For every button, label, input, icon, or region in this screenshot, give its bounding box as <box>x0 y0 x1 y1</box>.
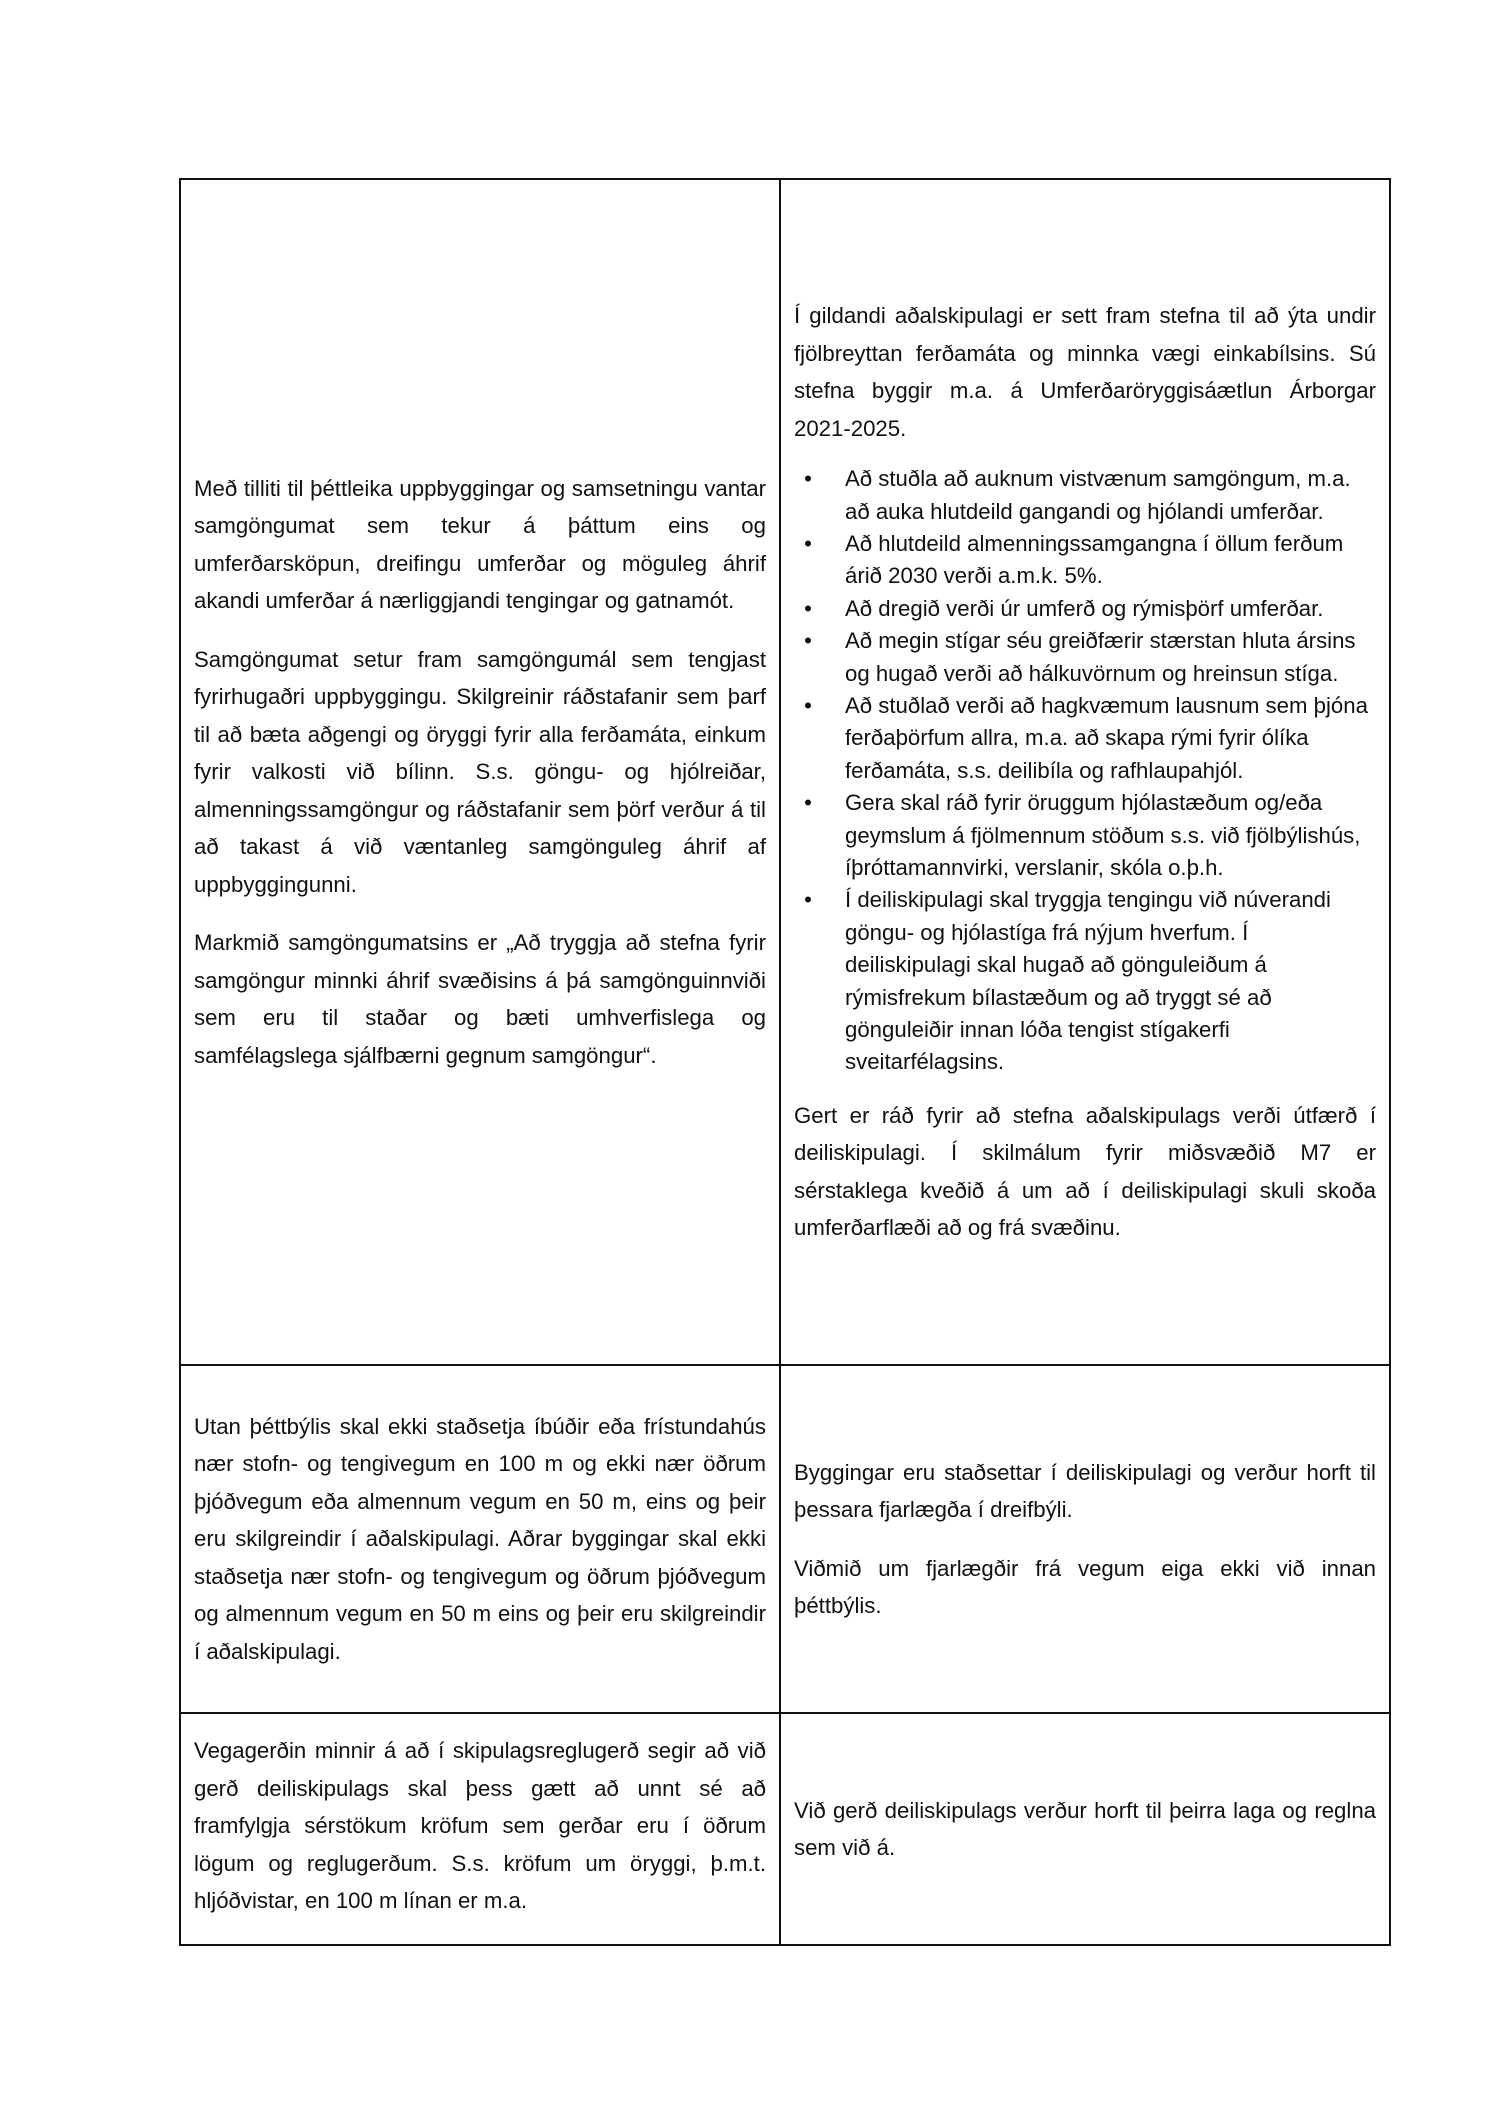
list-item-text: Að stuðlað verði að hagkvæmum lausnum sem þjóna ferðaþörfum allra, m.a. að skapa rými fyrir ólíka ferðamáta, s.s. deilibíla og rafhlaupahjól. <box>845 692 1368 783</box>
list-item <box>794 463 1376 528</box>
list-item-text: Að dregið verði úr umferð og rýmisþörf umferðar. <box>845 595 1324 621</box>
paragraph: Markmið samgöngumatsins er „Að tryggja að stefna fyrir samgöngur minnki áhrif svæðisins á þá samgönguinnviði sem eru til staðar og bæti umhverfislega og samfélagslega sjálfbærni gegnum samgöngur“. <box>194 930 766 1068</box>
bullet-list <box>794 463 1376 1079</box>
list-item-text: Að megin stígar séu greiðfærir stærstan hluta ársins og hugað verði að hálkuvörnum og hreinsun stíga. <box>845 628 1356 686</box>
table-row <box>180 1713 1390 1945</box>
table-cell-comment <box>180 179 780 1365</box>
paragraph: Utan þéttbýlis skal ekki staðsetja íbúðir eða frístundahús nær stofn- og tengivegum en 100 m og ekki nær öðrum þjóðvegum eða almennum vegum en 50 m, eins og þeir eru skilgreindir í aðalskipulagi. Aðrar byggingar skal ekki staðsetja nær stofn- og tengivegum og öðrum þjóðvegum og almennum vegum en 50 m eins og þeir eru skilgreindir í aðalskipulagi. <box>194 1413 766 1664</box>
list-item-text: Að hlutdeild almenningssamgangna í öllum ferðum árið 2030 verði a.m.k. 5%. <box>845 530 1344 589</box>
table-cell-response <box>780 1713 1390 1945</box>
bullet-icon: • <box>804 466 812 492</box>
table-row <box>180 179 1390 1365</box>
paragraph: Við gerð deiliskipulags verður horft til þeirra laga og reglna sem við á. <box>794 1797 1376 1860</box>
list-item-text: Að stuðla að auknum vistvænum samgöngum, m.a. að auka hlutdeild gangandi og hjólandi umferðar. <box>845 466 1351 524</box>
paragraph: Byggingar eru staðsettar í deiliskipulagi og verður horft til þessara fjarlægða í dreifbýli. <box>794 1459 1376 1522</box>
paragraph: Með tilliti til þéttleika uppbyggingar og samsetningu vantar samgöngumat sem tekur á þáttum eins og umferðarsköpun, dreifingu umferðar og möguleg áhrif akandi umferðar á nærliggjandi tengingar og gatnamót. <box>194 475 766 614</box>
bullet-icon: • <box>804 790 812 816</box>
bullet-icon: • <box>804 595 812 621</box>
bullet-icon: • <box>804 530 812 556</box>
table-cell-response <box>780 1365 1390 1713</box>
bullet-icon: • <box>804 628 812 654</box>
bullet-icon: • <box>804 692 812 718</box>
bullet-icon: • <box>804 887 812 913</box>
table-cell-comment <box>180 1713 780 1945</box>
list-item <box>794 625 1376 690</box>
list-item <box>794 690 1376 787</box>
paragraph: Viðmið um fjarlægðir frá vegum eiga ekki við innan þéttbýlis. <box>794 1555 1376 1618</box>
list-item <box>794 593 1376 625</box>
paragraph: Í gildandi aðalskipulagi er sett fram stefna til að ýta undir fjölbreyttan ferðamáta og minnka vægi einkabílsins. Sú stefna byggir m.a. á Umferðaröryggisáætlun Árborgar 2021-2025. <box>794 303 1376 441</box>
paragraph: Vegagerðin minnir á að í skipulagsreglugerð segir að við gerð deiliskipulags skal þess gætt að unnt sé að framfylgja sérstökum kröfum sem gerðar eru í öðrum lögum og reglugerðum. S.s. kröfum um öryggi, þ.m.t. hljóðvistar, en 100 m línan er m.a. <box>194 1738 766 1913</box>
table-cell-response <box>780 179 1390 1365</box>
table-cell-comment <box>180 1365 780 1713</box>
list-item <box>794 884 1376 1078</box>
list-item <box>794 528 1376 593</box>
paragraph: Samgöngumat setur fram samgöngumál sem tengjast fyrirhugaðri uppbyggingu. Skilgreinir ráðstafanir sem þarf til að bæta aðgengi og öryggi fyrir alla ferðamáta, einkum fyrir valkosti við bílinn. S.s. göngu- og hjólreiðar, almenningssamgöngur og ráðstafanir sem þörf verður á til að takast á við væntanleg samgönguleg áhrif af uppbyggingunni. <box>194 646 766 897</box>
paragraph: Gert er ráð fyrir að stefna aðalskipulags verði útfærð í deiliskipulagi. Í skilmálum fyrir miðsvæðið M7 er sérstaklega kveðið á um að í deiliskipulagi skuli skoða umferðarflæði að og frá svæðinu. <box>794 1102 1376 1241</box>
list-item-text: Gera skal ráð fyrir öruggum hjólastæðum og/eða geymslum á fjölmennum stöðum s.s. við fjölbýlishús, íþróttamannvirki, verslanir, skóla o.þ.h. <box>845 790 1361 881</box>
list-item-text: Í deiliskipulagi skal tryggja tengingu við núverandi göngu- og hjólastíga frá nýjum hverfum. Í deiliskipulagi skal hugað að gönguleiðum á rýmisfrekum bílastæðum og að tryggt sé að gönguleiðir innan lóða tengist stígakerfi sveitarfélagsins. <box>845 887 1331 1075</box>
comments-table <box>179 178 1391 1946</box>
list-item <box>794 787 1376 884</box>
table-row <box>180 1365 1390 1713</box>
